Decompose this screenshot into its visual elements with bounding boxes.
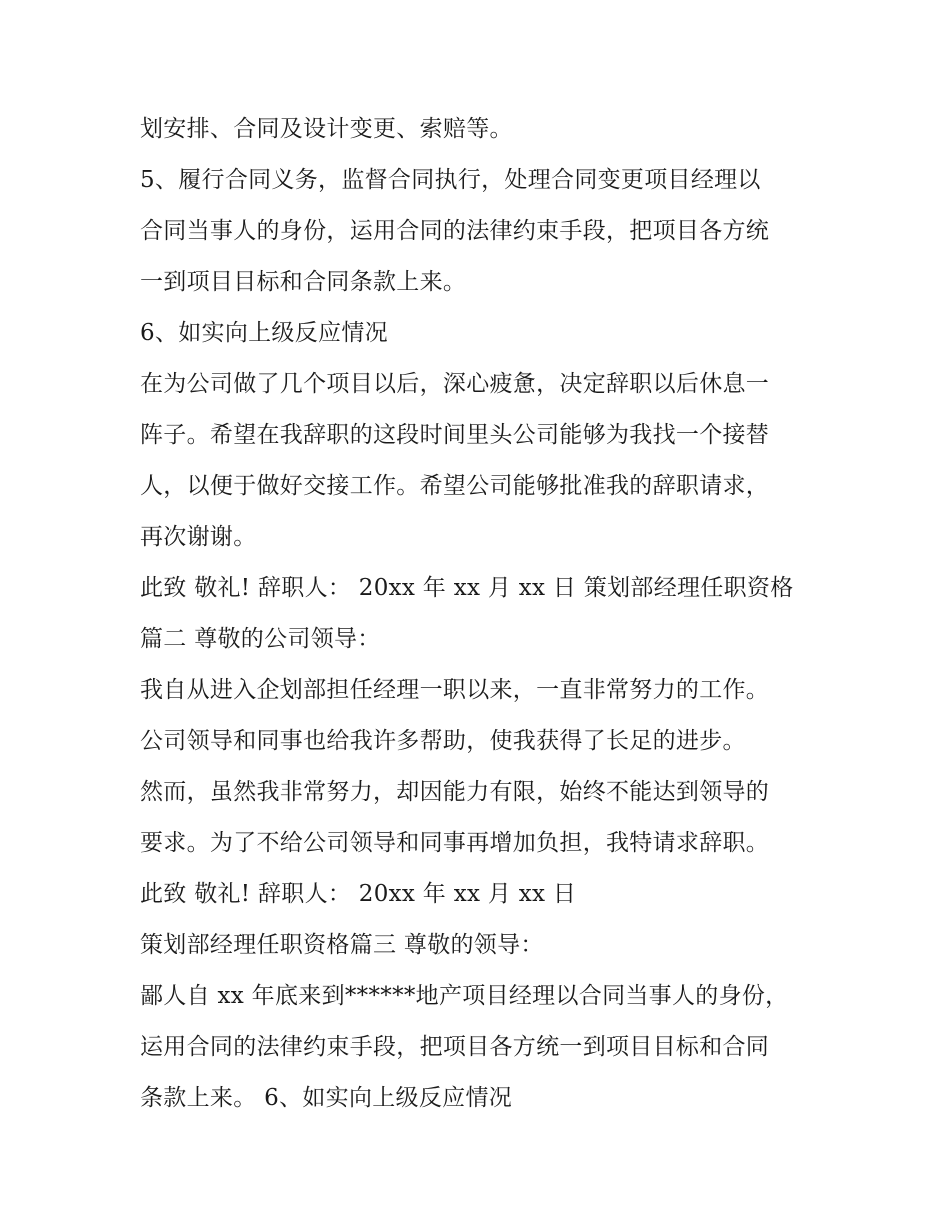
text-line: 划安排、合同及设计变更、索赔等。 xyxy=(140,116,513,142)
text-line: 一到项目目标和合同条款上来。 xyxy=(140,269,467,295)
text-line: 6、如实向上级反应情况 xyxy=(140,320,388,346)
text-line: 在为公司做了几个项目以后，深心疲惫，决定辞职以后休息一 xyxy=(140,371,770,397)
text-line: 人，以便于做好交接工作。希望公司能够批准我的辞职请求， xyxy=(140,473,770,499)
text-line: 然而，虽然我非常努力，却因能力有限，始终不能达到领导的 xyxy=(140,779,770,805)
text-line: 公司领导和同事也给我许多帮助，使我获得了长足的进步。 xyxy=(140,728,746,754)
text-line: 合同当事人的身份，运用合同的法律约束手段，把项目各方统 xyxy=(140,218,770,244)
text-line: 运用合同的法律约束手段，把项目各方统一到项目目标和合同 xyxy=(140,1034,770,1060)
text-line: 5、履行合同义务，监督合同执行，处理合同变更项目经理以 xyxy=(140,167,761,193)
text-line: 再次谢谢。 xyxy=(140,524,257,550)
text-line: 此致 敬礼! 辞职人： 20xx 年 xx 月 xx 日 xyxy=(140,881,577,907)
document-body xyxy=(140,104,840,1124)
text-line: 鄙人自 xx 年底来到******地产项目经理以合同当事人的身份， xyxy=(140,983,789,1009)
text-line: 阵子。希望在我辞职的这段时间里头公司能够为我找一个接替 xyxy=(140,422,770,448)
text-line: 要求。为了不给公司领导和同事再增加负担，我特请求辞职。 xyxy=(140,830,770,856)
text-line: 篇二 尊敬的公司领导： xyxy=(140,626,381,652)
text-line: 条款上来。 6、如实向上级反应情况 xyxy=(140,1085,513,1111)
text-line: 此致 敬礼! 辞职人： 20xx 年 xx 月 xx 日 策划部经理任职资格 xyxy=(140,575,794,601)
text-line: 策划部经理任职资格篇三 尊敬的领导： xyxy=(140,932,544,958)
text-line: 我自从进入企划部担任经理一职以来，一直非常努力的工作。 xyxy=(140,677,770,703)
